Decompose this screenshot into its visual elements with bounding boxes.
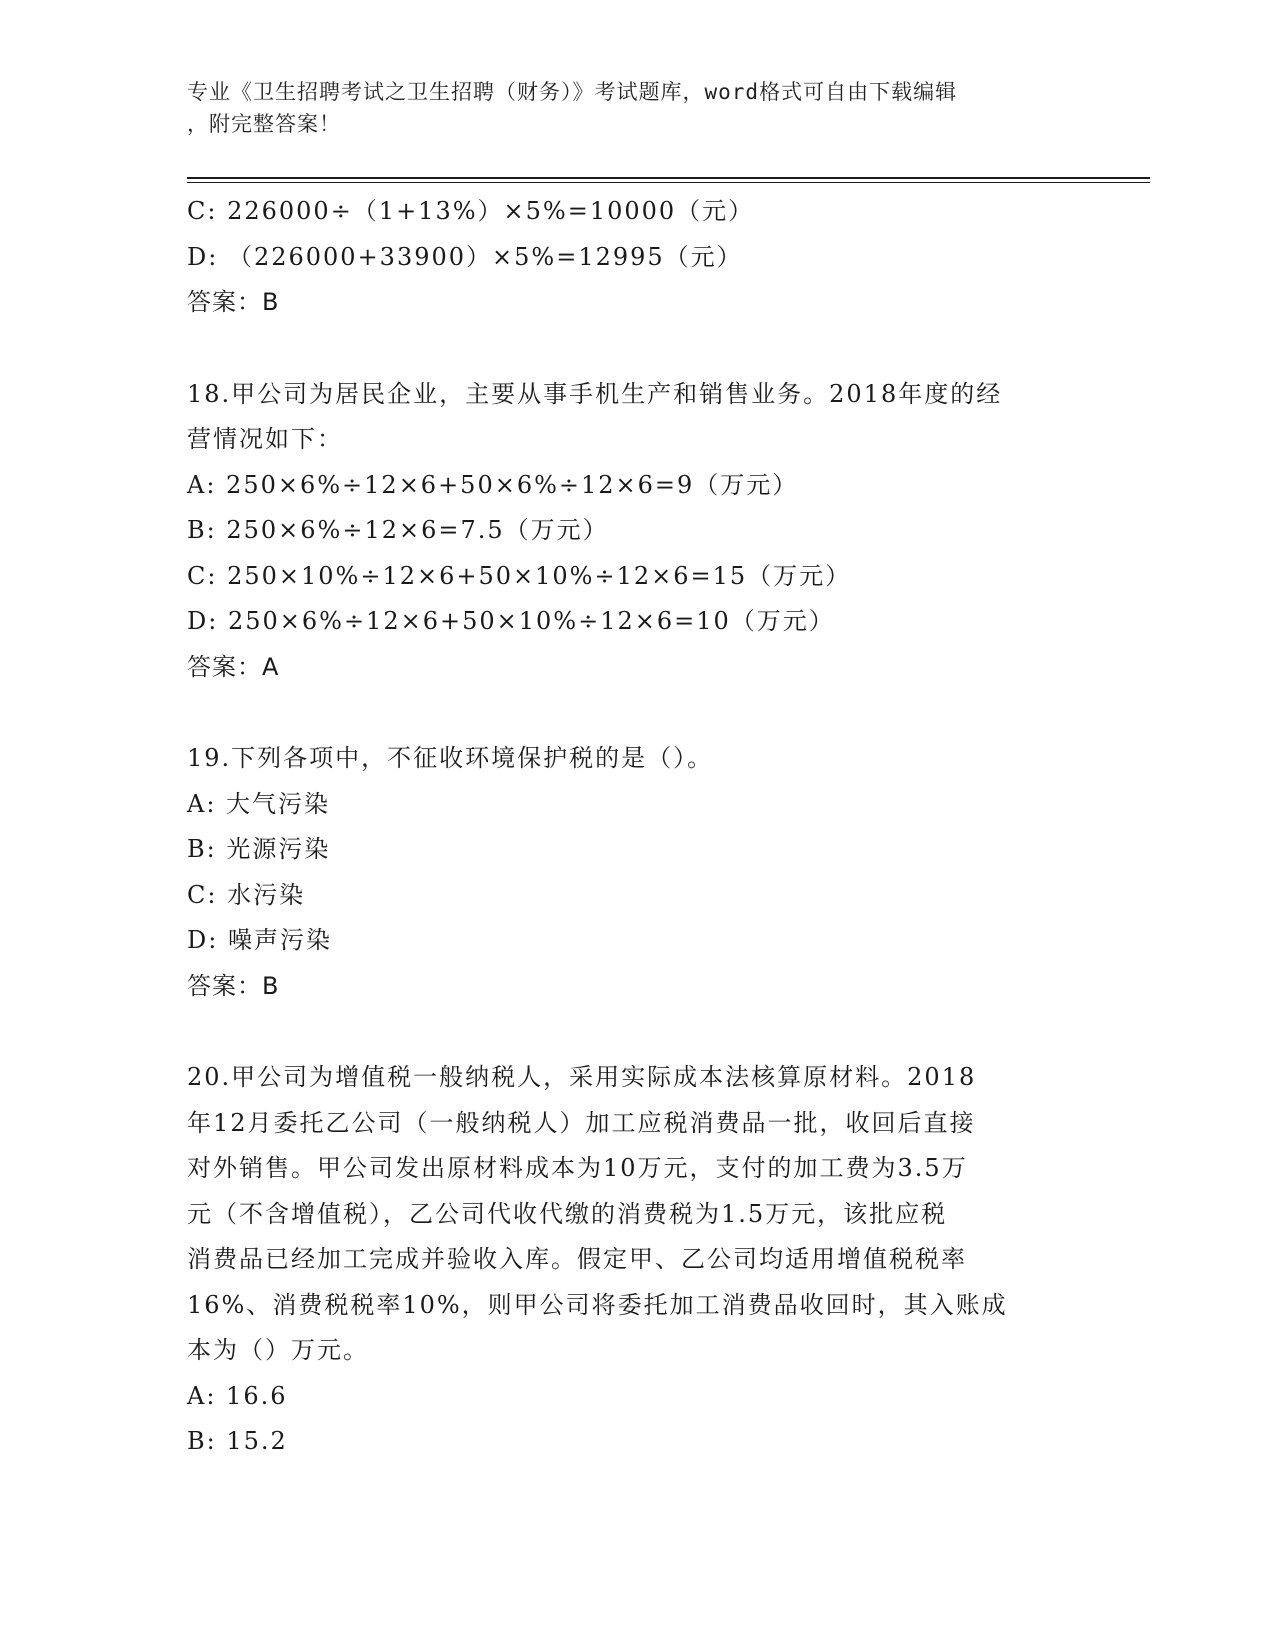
q18-stem-line-1: 18.甲公司为居民企业，主要从事手机生产和销售业务。2018年度的经 xyxy=(187,379,1003,408)
q17-option-d: D: （226000+33900）×5%=12995（元） xyxy=(187,242,743,271)
header-line-1: 专业《卫生招聘考试之卫生招聘（财务）》考试题库，word格式可自由下载编辑 xyxy=(187,80,958,104)
q20-stem-line-2: 年12月委托乙公司（一般纳税人）加工应税消费品一批，收回后直接 xyxy=(187,1108,976,1137)
document-header xyxy=(187,76,1087,140)
header-line-2: ，附完整答案！ xyxy=(187,112,341,136)
header-rule-thin xyxy=(187,182,1150,183)
document-body xyxy=(187,189,1087,1465)
q20-stem-line-3: 对外销售。甲公司发出原材料成本为10万元，支付的加工费为3.5万 xyxy=(187,1154,968,1182)
q18-option-d: D: 250×6%÷12×6+50×10%÷12×6=10（万元） xyxy=(187,607,835,635)
q20-option-a: A: 16.6 xyxy=(187,1381,288,1410)
q18-option-b: B: 250×6%÷12×6=7.5（万元） xyxy=(187,516,609,544)
q20-stem-line-7: 本为（）万元。 xyxy=(187,1336,369,1364)
q19-option-d: D: 噪声污染 xyxy=(187,926,332,954)
q18-answer: 答案：A xyxy=(187,652,280,681)
q19-stem-line-1: 19.下列各项中，不征收环境保护税的是（）。 xyxy=(187,744,714,772)
q17-option-c: C: 226000÷（1+13%）×5%=10000（元） xyxy=(187,197,755,225)
q20-stem-line-1: 20.甲公司为增值税一般纳税人，采用实际成本法核算原材料。2018 xyxy=(187,1063,977,1091)
q18-option-a: A: 250×6%÷12×6+50×6%÷12×6=9（万元） xyxy=(187,470,799,499)
q19-option-b: B: 光源污染 xyxy=(187,835,331,863)
q17-answer: 答案：B xyxy=(187,288,280,316)
q20-stem-line-4: 元（不含增值税），乙公司代收代缴的消费税为1.5万元，该批应税 xyxy=(187,1199,948,1228)
q19-option-a: A: 大气污染 xyxy=(187,789,331,818)
q18-stem-line-2: 营情况如下： xyxy=(187,425,343,453)
q20-stem-line-6: 16%、消费税税率10%，则甲公司将委托加工消费品收回时，其入账成 xyxy=(187,1290,1008,1319)
q20-option-b: B: 15.2 xyxy=(187,1427,288,1455)
header-rule xyxy=(187,177,1150,179)
q20-stem-line-5: 消费品已经加工完成并验收入库。假定甲、乙公司均适用增值税税率 xyxy=(187,1245,967,1273)
q19-option-c: C: 水污染 xyxy=(187,880,306,909)
q19-answer: 答案：B xyxy=(187,971,280,1000)
q18-option-c: C: 250×10%÷12×6+50×10%÷12×6=15（万元） xyxy=(187,561,852,590)
